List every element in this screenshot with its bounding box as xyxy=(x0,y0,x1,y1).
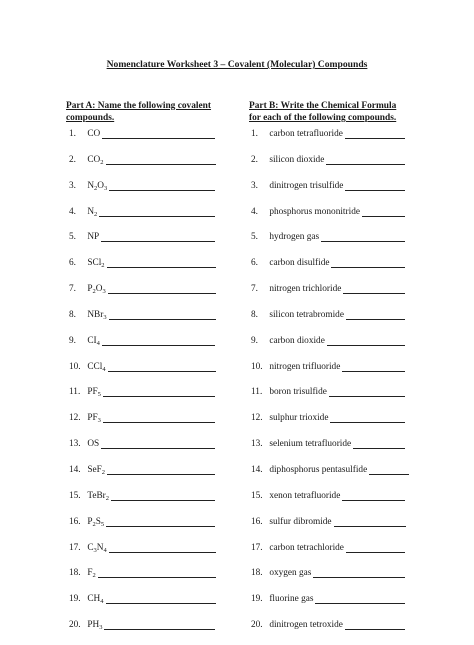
part-a-answer-line[interactable] xyxy=(104,619,215,630)
part-a-item-number: 10. xyxy=(69,361,81,372)
part-b-item-10 xyxy=(251,361,409,387)
part-b-item-name: silicon dioxide xyxy=(269,154,325,165)
part-a-answer-line[interactable] xyxy=(98,567,216,578)
part-b-item-name: boron trisulfide xyxy=(269,387,327,398)
part-a-item-number: 9. xyxy=(69,335,76,346)
part-b-item-6 xyxy=(251,257,409,283)
part-a-item-formula: NBr$_3$ xyxy=(87,309,107,321)
part-a-answer-line[interactable] xyxy=(103,386,215,397)
part-b-item-name: carbon disulfide xyxy=(269,258,330,269)
part-b-item-name: oxygen gas xyxy=(269,568,312,579)
part-b-item-number: 4. xyxy=(251,206,258,217)
part-a-answer-line[interactable] xyxy=(101,231,215,242)
part-b-answer-line[interactable] xyxy=(342,361,405,372)
part-a-item-number: 20. xyxy=(69,620,81,631)
part-a-heading xyxy=(66,100,211,124)
part-b-item-8 xyxy=(251,309,409,335)
part-a-item-19 xyxy=(69,593,216,619)
part-a-item-formula: $PH_3$ xyxy=(87,620,103,632)
part-b-item-16 xyxy=(251,516,409,542)
part-b-item-name: phosphorus mononitride xyxy=(269,206,360,217)
part-a-item-formula: NP xyxy=(87,232,100,243)
part-a-answer-line[interactable] xyxy=(107,464,215,475)
part-a-item-6 xyxy=(69,257,216,283)
part-a-answer-line[interactable] xyxy=(109,309,216,320)
part-a-item-formula: $P_2S_5$ xyxy=(87,516,105,528)
part-b-item-2 xyxy=(251,154,409,180)
part-a-item-7 xyxy=(69,283,216,309)
part-b-answer-line[interactable] xyxy=(334,516,406,527)
part-a-answer-line[interactable] xyxy=(108,283,216,294)
part-b-item-name: dinitrogen trisulfide xyxy=(269,180,344,191)
part-b-item-number: 2. xyxy=(251,154,258,165)
part-a-item-formula: $PF_3$ xyxy=(87,413,101,425)
part-b-item-number: 8. xyxy=(251,309,258,320)
part-b-item-name: dinitrogen tetroxide xyxy=(269,620,343,631)
part-b-answer-line[interactable] xyxy=(342,490,405,501)
part-b-item-4 xyxy=(251,206,409,232)
part-b-item-name: sulfur dibromide xyxy=(269,516,332,527)
part-b-item-number: 16. xyxy=(251,516,263,527)
part-a-item-number: 13. xyxy=(69,439,81,450)
part-a-answer-line[interactable] xyxy=(109,542,216,553)
part-a-item-number: 14. xyxy=(69,464,81,475)
part-b-item-number: 12. xyxy=(251,413,263,424)
part-a-item-4 xyxy=(69,206,216,232)
part-a-item-17 xyxy=(69,542,216,568)
part-b-item-name: carbon tetrachloride xyxy=(269,542,344,553)
part-b-item-number: 15. xyxy=(251,490,263,501)
part-b-item-number: 7. xyxy=(251,284,258,295)
part-a-list xyxy=(69,128,216,645)
part-a-answer-line[interactable] xyxy=(106,516,215,527)
part-a-item-formula: $PF_5$ xyxy=(87,387,101,399)
part-a-item-number: 5. xyxy=(69,232,76,243)
part-b-list xyxy=(251,128,409,645)
part-a-answer-line[interactable] xyxy=(103,412,215,423)
part-a-answer-line[interactable] xyxy=(108,361,216,372)
part-a-item-formula: OS xyxy=(87,439,100,450)
part-b-item-number: 10. xyxy=(251,361,263,372)
part-a-answer-line[interactable] xyxy=(106,593,216,604)
part-b-item-number: 6. xyxy=(251,258,258,269)
part-b-item-name: silicon tetrabromide xyxy=(269,309,344,320)
part-b-item-14 xyxy=(251,464,409,490)
part-a-item-number: 15. xyxy=(69,490,81,501)
part-a-item-18 xyxy=(69,567,216,593)
part-a-answer-line[interactable] xyxy=(107,257,216,268)
part-a-item-11 xyxy=(69,386,216,412)
part-a-item-formula: SCl$_2$ xyxy=(87,258,105,270)
part-a-item-formula: $N_2$ xyxy=(87,206,98,218)
part-a-item-8 xyxy=(69,309,216,335)
part-b-item-number: 5. xyxy=(251,232,258,243)
part-a-item-number: 18. xyxy=(69,568,81,579)
part-b-answer-line[interactable] xyxy=(331,257,405,268)
part-a-item-number: 3. xyxy=(69,180,76,191)
part-b-item-20 xyxy=(251,619,409,645)
part-b-item-5 xyxy=(251,231,409,257)
part-b-answer-line[interactable] xyxy=(330,412,405,423)
part-b-item-3 xyxy=(251,180,409,206)
part-a-item-12 xyxy=(69,412,216,438)
part-a-item-3 xyxy=(69,180,216,206)
part-a-item-formula: CCl$_4$ xyxy=(87,361,106,373)
part-b-item-number: 17. xyxy=(251,542,263,553)
part-a-answer-line[interactable] xyxy=(109,180,215,191)
part-b-item-name: nitrogen trichloride xyxy=(269,284,342,295)
part-a-item-20 xyxy=(69,619,216,645)
part-a-item-number: 7. xyxy=(69,284,76,295)
part-a-item-number: 1. xyxy=(69,129,76,139)
part-b-item-name: carbon dioxide xyxy=(269,335,325,346)
part-a-item-number: 8. xyxy=(69,309,76,320)
part-b-item-number: 9. xyxy=(251,335,258,346)
part-a-answer-line[interactable] xyxy=(111,490,215,501)
part-b-item-7 xyxy=(251,283,409,309)
part-a-item-1 xyxy=(69,128,216,154)
part-b-item-13 xyxy=(251,438,409,464)
part-b-item-number: 13. xyxy=(251,439,263,450)
part-b-answer-line[interactable] xyxy=(343,283,405,294)
part-a-item-number: 11. xyxy=(69,387,81,398)
part-b-item-name: hydrogen gas xyxy=(269,232,320,243)
part-b-item-name: carbon tetrafluoride xyxy=(269,129,343,139)
part-a-item-formula: $CI_4$ xyxy=(87,335,100,347)
part-a-item-10 xyxy=(69,361,216,387)
part-b-item-15 xyxy=(251,490,409,516)
part-b-answer-line[interactable] xyxy=(346,542,405,553)
part-b-answer-line[interactable] xyxy=(362,206,405,217)
part-a-item-formula: CO xyxy=(87,129,101,139)
part-b-item-name: sulphur trioxide xyxy=(269,413,329,424)
part-a-answer-line[interactable] xyxy=(102,128,215,139)
part-b-answer-line[interactable] xyxy=(345,180,405,191)
part-a-item-2 xyxy=(69,154,216,180)
part-a-item-number: 2. xyxy=(69,154,76,165)
part-b-item-number: 19. xyxy=(251,594,263,605)
part-b-heading xyxy=(249,100,396,124)
part-b-item-name: xenon tetrafluoride xyxy=(269,490,341,501)
part-b-answer-line[interactable] xyxy=(327,335,405,346)
part-b-answer-line[interactable] xyxy=(315,593,405,604)
part-a-item-formula: $C_3N_4$ xyxy=(87,542,107,554)
part-a-item-9 xyxy=(69,335,216,361)
part-a-item-number: 19. xyxy=(69,594,81,605)
part-a-item-formula: TeBr$_2$ xyxy=(87,490,110,502)
part-a-item-number: 17. xyxy=(69,542,81,553)
part-a-heading-line1: Part A: Name the following covalent xyxy=(66,101,212,111)
part-b-item-number: 20. xyxy=(251,620,263,631)
part-b-answer-line[interactable] xyxy=(345,128,405,139)
part-a-answer-line[interactable] xyxy=(106,154,216,165)
part-b-item-name: nitrogen trifluoride xyxy=(269,361,341,372)
part-a-answer-line[interactable] xyxy=(99,206,215,217)
part-a-item-5 xyxy=(69,231,216,257)
part-a-item-formula: $CH_4$ xyxy=(87,594,104,606)
part-b-answer-line[interactable] xyxy=(369,464,409,475)
part-a-item-formula: $N_2O_3$ xyxy=(87,180,108,192)
part-b-item-18 xyxy=(251,567,409,593)
part-a-item-number: 6. xyxy=(69,258,76,269)
part-b-answer-line[interactable] xyxy=(353,438,405,449)
part-a-item-15 xyxy=(69,490,216,516)
part-b-item-19 xyxy=(251,593,409,619)
part-b-heading-line1: Part B: Write the Chemical Formula xyxy=(249,101,397,111)
part-a-item-13 xyxy=(69,438,216,464)
part-a-item-formula: $P_2O_3$ xyxy=(87,284,106,296)
part-b-item-11 xyxy=(251,386,409,412)
part-b-item-number: 14. xyxy=(251,464,263,475)
part-b-answer-line[interactable] xyxy=(326,154,405,165)
part-a-item-number: 12. xyxy=(69,413,81,424)
part-a-item-formula: SeF$_2$ xyxy=(87,464,106,476)
part-b-answer-line[interactable] xyxy=(346,309,405,320)
part-b-item-name: fluorine gas xyxy=(269,594,314,605)
part-a-answer-line[interactable] xyxy=(102,335,215,346)
part-b-item-number: 3. xyxy=(251,180,258,191)
part-a-item-number: 4. xyxy=(69,206,76,217)
part-b-item-17 xyxy=(251,542,409,568)
part-b-answer-line[interactable] xyxy=(313,567,405,578)
part-b-answer-line[interactable] xyxy=(329,386,405,397)
part-b-item-number: 18. xyxy=(251,568,263,579)
part-b-item-number: 11. xyxy=(251,387,263,398)
part-a-answer-line[interactable] xyxy=(101,438,215,449)
part-b-answer-line[interactable] xyxy=(321,231,405,242)
part-b-item-12 xyxy=(251,412,409,438)
part-b-item-name: selenium tetrafluoride xyxy=(269,439,352,450)
part-a-heading-line2: compounds. xyxy=(66,113,115,123)
part-b-answer-line[interactable] xyxy=(345,619,405,630)
part-b-heading-line2: for each of the following compounds. xyxy=(249,113,397,123)
part-a-item-14 xyxy=(69,464,216,490)
part-b-item-name: diphosphorus pentasulfide xyxy=(269,464,368,475)
part-b-item-number: 1. xyxy=(251,129,258,139)
part-a-item-number: 16. xyxy=(69,516,81,527)
part-b-item-1 xyxy=(251,128,409,154)
part-a-item-formula: $CO_2$ xyxy=(87,154,104,166)
part-a-item-formula: $F_2$ xyxy=(87,568,96,580)
part-b-item-9 xyxy=(251,335,409,361)
part-a-item-16 xyxy=(69,516,216,542)
worksheet-title: Nomenclature Worksheet 3 – Covalent (Molecular) Compounds xyxy=(106,59,368,70)
